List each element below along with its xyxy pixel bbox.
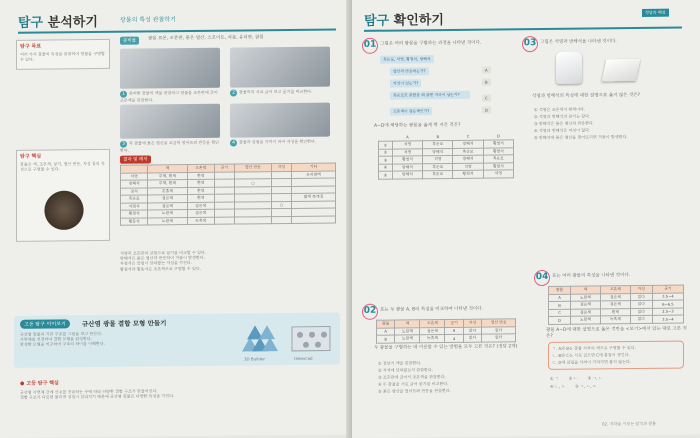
q3-prompt: 그림은 석영과 방해석을 나타낸 것이다.: [540, 39, 617, 46]
q4-bogi-2: ㄴ. B와 C는 서로 긁으면 C에 흠집이 생긴다.: [552, 352, 630, 358]
extension-heading: 규산염 광물 결합 모형 만들기: [82, 319, 167, 329]
table-cell: 흰색: [187, 194, 214, 202]
table-cell: 없다: [482, 334, 516, 342]
table-cell: 노란색: [571, 316, 601, 324]
step-1-num: 1: [120, 91, 127, 98]
q2-choice-1[interactable]: ① 겉보기 색을 관찰한다.: [378, 360, 422, 366]
table-row: [377, 334, 516, 343]
bullet-2: 방해석은 묽은 염산과 반응하여 거품이 발생한다.: [120, 255, 205, 261]
table-cell: 3.5~4: [652, 293, 683, 301]
q3-number: 03: [522, 36, 538, 52]
goal-label: 탐구 목표: [20, 43, 42, 50]
table-cell: [271, 216, 291, 224]
table-cell: 있다: [630, 300, 652, 308]
table-cell: 검은색: [148, 202, 187, 210]
results-header: 자성: [271, 163, 291, 171]
table-cell: 황철석: [483, 162, 513, 170]
extension-core-text: [20, 386, 336, 400]
table-cell: [234, 216, 271, 224]
q4-answers: [550, 374, 690, 381]
table-cell: 황철석: [483, 140, 513, 148]
table-cell: [214, 217, 234, 225]
q1-header: C: [466, 133, 470, 139]
table-cell: 분홍색: [148, 187, 187, 195]
table-cell: 흑운모: [453, 148, 483, 156]
q2-header: 조흔색: [420, 320, 445, 328]
q4-header: 광물: [549, 286, 571, 294]
table-cell: 황철석: [483, 147, 513, 155]
step-3: [120, 140, 220, 153]
q1-flow-step-4: 조흔색이 검은색인가?: [390, 107, 432, 115]
q1-outcome-b: B: [482, 79, 491, 86]
table-cell: 노란색: [395, 327, 420, 335]
q1-outcome-d: D: [482, 107, 491, 114]
q2-table: [376, 318, 516, 343]
table-cell: 없다: [630, 315, 652, 323]
q1-flow-step-2: 자성이 있는가?: [390, 79, 421, 87]
q2-choice-2[interactable]: ② 자석에 달라붙는지 관찰한다.: [378, 367, 434, 373]
goal-box: [16, 39, 110, 70]
q4-answer-2[interactable]: ② ㄴ: [568, 375, 578, 381]
table-cell: ②: [379, 149, 393, 157]
q4-answer-5[interactable]: ⑤ ㄱ, ㄴ, ㄷ: [575, 383, 597, 389]
table-cell: 검은색: [571, 308, 601, 316]
step-4-text: 광물과 클립을 가까이 하여 자성을 확인한다.: [239, 138, 317, 145]
q3-choice-5[interactable]: ⑤ 방해석에 묽은 염산을 떨어뜨리면 거품이 발생한다.: [534, 134, 628, 141]
silicate-model-3dbuilder: [238, 323, 284, 355]
step-2: [230, 89, 330, 97]
core-box: [16, 149, 110, 242]
table-cell: 검은색: [187, 209, 214, 217]
table-cell: 노란색: [148, 210, 187, 218]
q2-header: 굳기: [445, 319, 463, 327]
table-cell: ○: [271, 201, 291, 209]
table-cell: 흰색: [187, 187, 214, 195]
q4-header: 조흔색: [600, 286, 630, 294]
extension-core-line-2: 결합 구조가 다르면 물리적 성질이 달라지기 때문에 규산염 광물은 다양한 특성을 가진다.: [20, 393, 175, 400]
table-cell: 검은색: [148, 195, 187, 203]
table-cell: 없다: [630, 308, 652, 316]
table-cell: 석영: [121, 172, 148, 180]
table-cell: 장석: [121, 187, 148, 195]
q2-subquestion: 두 광물을 구별하는 데 이용할 수 있는 방법을 모두 고른 것은? (정답 2개): [374, 344, 518, 351]
table-cell: 검은색: [187, 202, 214, 210]
table-cell: 없다: [463, 334, 481, 342]
q2-header: 광물: [377, 320, 395, 328]
table-cell: 노란색: [571, 293, 601, 301]
table-cell: 무색, 흰색: [148, 172, 187, 180]
step-4: [230, 139, 330, 147]
q1-options-table: [378, 132, 514, 179]
q3-choice-1[interactable]: ① 석영은 조흔색이 흰색이다.: [534, 106, 586, 113]
mineral-samples-illustration: [39, 190, 89, 231]
results-body: [121, 170, 336, 225]
table-cell: 황철석: [453, 170, 483, 178]
step-1-text: 준비한 광물의 색을 관찰하고 광물을 조흔판에 긁어 조흔색을 관찰한다.: [120, 89, 218, 103]
table-cell: 흑운모: [121, 195, 148, 203]
q3-subquestion: 석영과 방해석의 특성에 대한 설명으로 옳지 않은 것은?: [532, 92, 641, 100]
table-row: [121, 215, 336, 225]
q2-header: 염산 반응: [482, 319, 516, 327]
left-title-main: 분석하기: [47, 14, 98, 31]
bullet-1: 석영과 조흔판의 긁힘으로 굳기를 비교할 수 있다.: [120, 249, 207, 256]
right-title-main: 확인하기: [393, 13, 444, 29]
q4-answer-4[interactable]: ④ ㄴ, ㄷ: [550, 383, 566, 389]
prep-tag: 준비물: [120, 37, 139, 45]
q2-choice-5[interactable]: ⑤ 묽은 염산을 떨어뜨려 반응을 관찰한다.: [378, 387, 452, 394]
q2-header: 자성: [463, 319, 481, 327]
extension-step-3: 완성한 모형을 비교하여 구조의 차이를 이해한다.: [20, 341, 105, 348]
step-3-text: 각 광물에 묽은 염산을 조금씩 떨어뜨려 반응을 확인한다.: [120, 139, 220, 153]
table-cell: ③: [379, 156, 393, 164]
q4-subquestion: 광물 A~D에 대한 설명으로 옳은 것만을 <보기>에서 있는 대로 고른 것은?: [546, 326, 687, 339]
table-cell: 방해석: [121, 180, 148, 188]
quartz-illustration: [556, 52, 582, 84]
q4-body: [549, 293, 684, 324]
right-title-accent: 탐구: [364, 13, 390, 29]
table-cell: 황철석: [392, 156, 422, 164]
table-cell: B: [377, 335, 395, 343]
table-cell: 검은색: [600, 301, 630, 309]
q4-answers-row-2: [550, 382, 690, 389]
table-cell: 자철석: [121, 202, 148, 210]
q1-flow-start: 흑운모, 석영, 황철석, 방해석: [380, 55, 434, 64]
right-page: [352, 0, 700, 438]
left-subtitle: 광물의 특성 관찰하기: [120, 16, 176, 24]
q3-choice-3[interactable]: ③ 방해석은 묽은 염산과 반응한다.: [534, 120, 595, 127]
extension-title: 고등 탐구 이어보기: [20, 319, 70, 329]
table-cell: A: [549, 294, 571, 302]
q2-prompt: 표는 두 광물 A, B의 특징을 비교하여 나타낸 것이다.: [380, 306, 484, 313]
q4-answer-3[interactable]: ③ ㄱ, ㄴ: [587, 375, 603, 381]
step-3-num: 3: [120, 141, 127, 148]
table-cell: 석영: [453, 163, 483, 171]
table-cell: 흑운모: [483, 155, 513, 163]
q3-choice-4[interactable]: ④ 석영과 방해석은 자성이 없다.: [534, 127, 591, 134]
extension-steps: [20, 330, 220, 348]
q4-bogi-1: ㄱ. A와 B는 광물 가루의 색으로 구별할 수 있다.: [552, 345, 636, 351]
table-row: [379, 170, 514, 179]
table-cell: 방해석: [423, 148, 453, 156]
table-cell: 석영: [483, 170, 513, 178]
q2-choices: [378, 358, 522, 395]
q2-choice-3[interactable]: ③ 조흔판에 긁어서 조흔색을 관찰한다.: [378, 374, 446, 380]
result-bullets: [120, 248, 340, 271]
q1-prompt: 그림은 여러 광물을 구별하는 과정을 나타낸 것이다.: [380, 40, 482, 47]
q1-flow-step-1: 염산과 반응하는가?: [390, 67, 429, 75]
table-cell: 무색, 흰색: [148, 180, 187, 188]
q2-choice-4[interactable]: ④ 두 광물을 서로 긁어 굳기를 비교한다.: [378, 380, 449, 387]
table-cell: A: [377, 328, 395, 336]
table-cell: 흑운모: [423, 163, 453, 171]
step-2-num: 2: [230, 90, 237, 97]
table-cell: ①: [379, 141, 393, 149]
step-4-num: 4: [230, 140, 237, 147]
q2-number: 02: [362, 304, 378, 320]
table-cell: 흰색: [187, 172, 214, 180]
right-title: [364, 9, 444, 29]
q1-outcome-c: C: [482, 95, 491, 102]
table-cell: 녹흑색: [187, 217, 214, 225]
table-cell: 검은색: [600, 293, 630, 301]
table-cell: ○: [234, 179, 271, 187]
q1-outcome-a: A: [482, 67, 491, 74]
silicate-model-tinkercad: [288, 323, 334, 355]
step-2-text: 광물끼리 서로 긁어 보고 굳기를 비교한다.: [239, 88, 313, 95]
step-photo-4: [230, 103, 330, 138]
q4-bogi-items: [552, 344, 682, 366]
q2-header: 색: [395, 320, 420, 328]
step-photo-1: [120, 48, 220, 89]
bullet-4: 황철석과 황동석은 조흔색으로 구별할 수 있다.: [120, 265, 202, 272]
results-header: 염산 반응: [234, 164, 271, 172]
left-title: [18, 11, 98, 31]
table-cell: 석영: [423, 155, 453, 163]
q1-number: 01: [362, 38, 378, 54]
left-title-accent: 탐구: [18, 15, 44, 31]
results-header: 굳기: [214, 164, 234, 172]
q4-header: 자성: [630, 285, 652, 293]
core-text: 광물은 색, 조흔색, 굳기, 염산 반응, 자성 등의 특성으로 구별할 수 있다.: [20, 160, 105, 172]
results-header: 조흔색: [187, 164, 214, 172]
q1-options-body: [379, 140, 514, 179]
table-cell: 방해석: [453, 140, 483, 148]
table-cell: 흑운모: [423, 140, 453, 148]
results-header: 기타: [291, 163, 335, 171]
result-tag: 결과 및 해석: [120, 155, 151, 163]
q4-header: 색: [571, 286, 601, 294]
q1-subquestion: A~D에 해당하는 광물을 옳게 짝 지은 것은?: [374, 122, 461, 129]
table-cell: C: [549, 309, 571, 317]
step-photo-3: [120, 104, 220, 139]
q1-header: B: [436, 134, 440, 140]
extension-core-line-1: 규산염 사면체 간에 산소를 공유하는 수에 따라 다양한 결합 구조가 만들어진다.: [20, 388, 158, 395]
table-cell: 석영: [392, 141, 422, 149]
table-cell: B: [549, 301, 571, 309]
q4-table: [548, 285, 684, 325]
q1-header: D: [496, 133, 500, 139]
table-cell: [291, 215, 335, 223]
table-cell: ⑤: [379, 171, 393, 179]
table-cell: 노란색: [395, 335, 420, 343]
q1-header: [379, 134, 393, 142]
table-cell: 없다: [630, 293, 652, 301]
extension-core-label: ● 고등 탐구 핵심: [20, 379, 59, 386]
table-row: [549, 315, 684, 324]
prep-text: 광물 표본, 조흔판, 묽은 염산, 스포이트, 쇠못, 유리판, 클립: [148, 35, 264, 42]
table-cell: 방해석: [453, 155, 483, 163]
core-label: 탐구 핵심: [20, 153, 42, 160]
table-cell: 황철석: [121, 210, 148, 218]
q3-choice-2[interactable]: ② 석영과 방해석의 굳기는 같다.: [534, 113, 591, 120]
table-cell: 2.5~3: [652, 308, 683, 316]
table-cell: ④: [379, 164, 393, 172]
step-1: [120, 90, 220, 103]
q1-header: A: [406, 134, 409, 140]
table-cell: 방해석: [392, 163, 422, 171]
q4-header: 굳기: [652, 285, 683, 293]
q3-choices: [534, 105, 684, 142]
table-cell: 없다: [482, 326, 516, 334]
calcite-illustration: [602, 59, 641, 81]
table-cell: 녹흑색: [420, 335, 445, 343]
model-label-1: 3D Builder: [244, 356, 266, 362]
table-cell: 6: [445, 327, 463, 335]
table-cell: 검은색: [420, 327, 445, 335]
table-cell: 없다: [463, 327, 481, 335]
table-cell: 흰색: [187, 179, 214, 187]
extension-step-2: 사면체를 연결하여 결합 모형을 완성한다.: [20, 336, 93, 342]
table-cell: D: [549, 316, 571, 324]
table-cell: 흑운모: [423, 170, 453, 178]
table-cell: 얇게 쪼개짐: [291, 193, 335, 201]
q4-answer-1[interactable]: ① ㄱ: [550, 375, 559, 381]
table-cell: 노란색: [148, 217, 187, 225]
table-cell: 황동석: [121, 217, 148, 225]
goal-text: 여러 가지 광물의 특성을 관찰하여 광물을 구별할 수 있다.: [20, 50, 105, 62]
extension-step-1: 규산염 광물의 기본 구조를 그림을 보고 만든다.: [20, 330, 103, 337]
bullet-3: 자철석은 클립이 달라붙는 자성을 가진다.: [120, 260, 193, 267]
table-cell: 검은색: [571, 301, 601, 309]
results-header: 색: [148, 165, 187, 173]
answer-tag: 정답과 해설: [642, 9, 669, 17]
table-cell: 석영: [392, 148, 422, 156]
q4-bogi-3: ㄷ. D에 클립을 가까이 가져가면 붙지 않는다.: [552, 359, 631, 365]
page-footer: 02. 지각을 이루는 암석과 광물: [602, 420, 656, 427]
step-photo-2: [230, 47, 330, 88]
table-cell: 유리광택: [291, 170, 335, 178]
table-cell: 녹흑색: [600, 316, 630, 324]
q1-flow-step-3: 흑운모로 긁혔을 때 긁힌 자국이 남는가?: [390, 91, 470, 100]
results-table: [120, 162, 336, 225]
table-cell: 3.5~4: [652, 315, 683, 323]
table-cell: 4: [445, 334, 463, 342]
table-cell: 흰색: [600, 308, 630, 316]
table-cell: 방해석: [392, 171, 422, 179]
q4-prompt: 표는 여러 광물의 특성을 나타낸 것이다.: [552, 273, 631, 279]
table-cell: 6~6.5: [652, 300, 683, 308]
model-label-2: tinkercad: [294, 355, 313, 361]
q4-number: 04: [534, 270, 550, 286]
q2-body: [377, 326, 516, 342]
